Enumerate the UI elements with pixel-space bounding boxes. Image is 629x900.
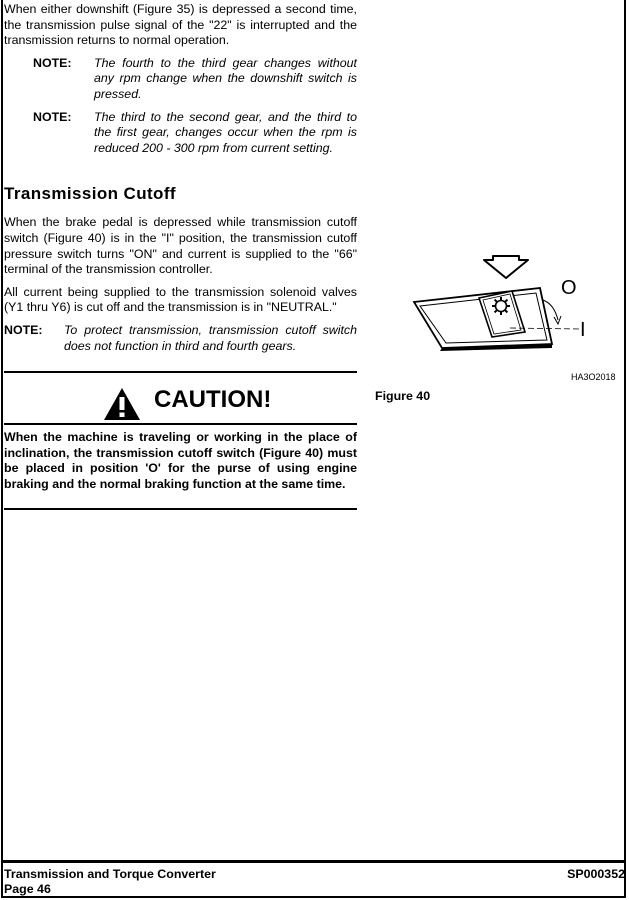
figure-caption: Figure 40 [375,389,431,403]
footer-left [4,867,216,897]
caution-mid-rule [4,423,357,425]
position-o-label: O [561,277,577,299]
caution-header [4,378,357,426]
left-column [4,0,357,354]
note-text: The fourth to the third gear changes without any rpm change when the downshift switch is pressed. [94,55,357,101]
note-third-gear [4,110,357,157]
section-paragraph-1: When the brake pedal is depressed while transmission cutoff switch (Figure 40) is in the "I" position, the transmission cutoff pressure switch turns "ON" and current is supplied to the "66" terminal of the transmission controller. [4,215,357,277]
position-i-label: I [580,319,586,341]
note-fourth-gear [4,56,357,103]
intro-paragraph: When either downshift (Figure 35) is depressed a second time, the transmission pulse signal of the "22" is interrupted and the transmission returns to normal operation. [4,2,357,48]
footer-title: Transmission and Torque Converter [4,867,216,881]
section-paragraph-2: All current being supplied to the transmission solenoid valves (Y1 thru Y6) is cut off and the transmission is in "NEUTRAL." [4,284,357,315]
warning-icon [103,387,141,421]
cutoff-switch-figure [370,248,620,388]
caution-bottom-rule [4,508,357,510]
caution-text: When the machine is traveling or working in the place of inclination, the transmission cutoff switch (Figure 40) must be placed in position 'O' for the purse of using engine braking and the normal braking function at the same time. [4,430,357,491]
document-id: SP000352 [567,867,625,881]
note-text: The third to the second gear, and the third to the first gear, changes occur when the rpm is reduced 200 - 300 rpm from current setting. [94,109,357,155]
note-label: NOTE: [33,55,72,70]
caution-title: CAUTION! [154,386,272,413]
note-label: NOTE: [33,109,72,124]
note-label: NOTE: [4,322,43,337]
push-arrow-icon [484,256,528,278]
footer-rule [3,860,626,863]
note-text: To protect transmission, transmission cutoff switch does not function in third and fourth gears. [64,322,357,353]
figure-id: HA3O2018 [571,372,616,382]
page-number: Page 46 [4,882,51,896]
caution-top-rule [4,371,357,373]
rocker-switch-body [414,288,552,351]
section-title: Transmission Cutoff [4,184,176,204]
note-cutoff [4,323,357,354]
